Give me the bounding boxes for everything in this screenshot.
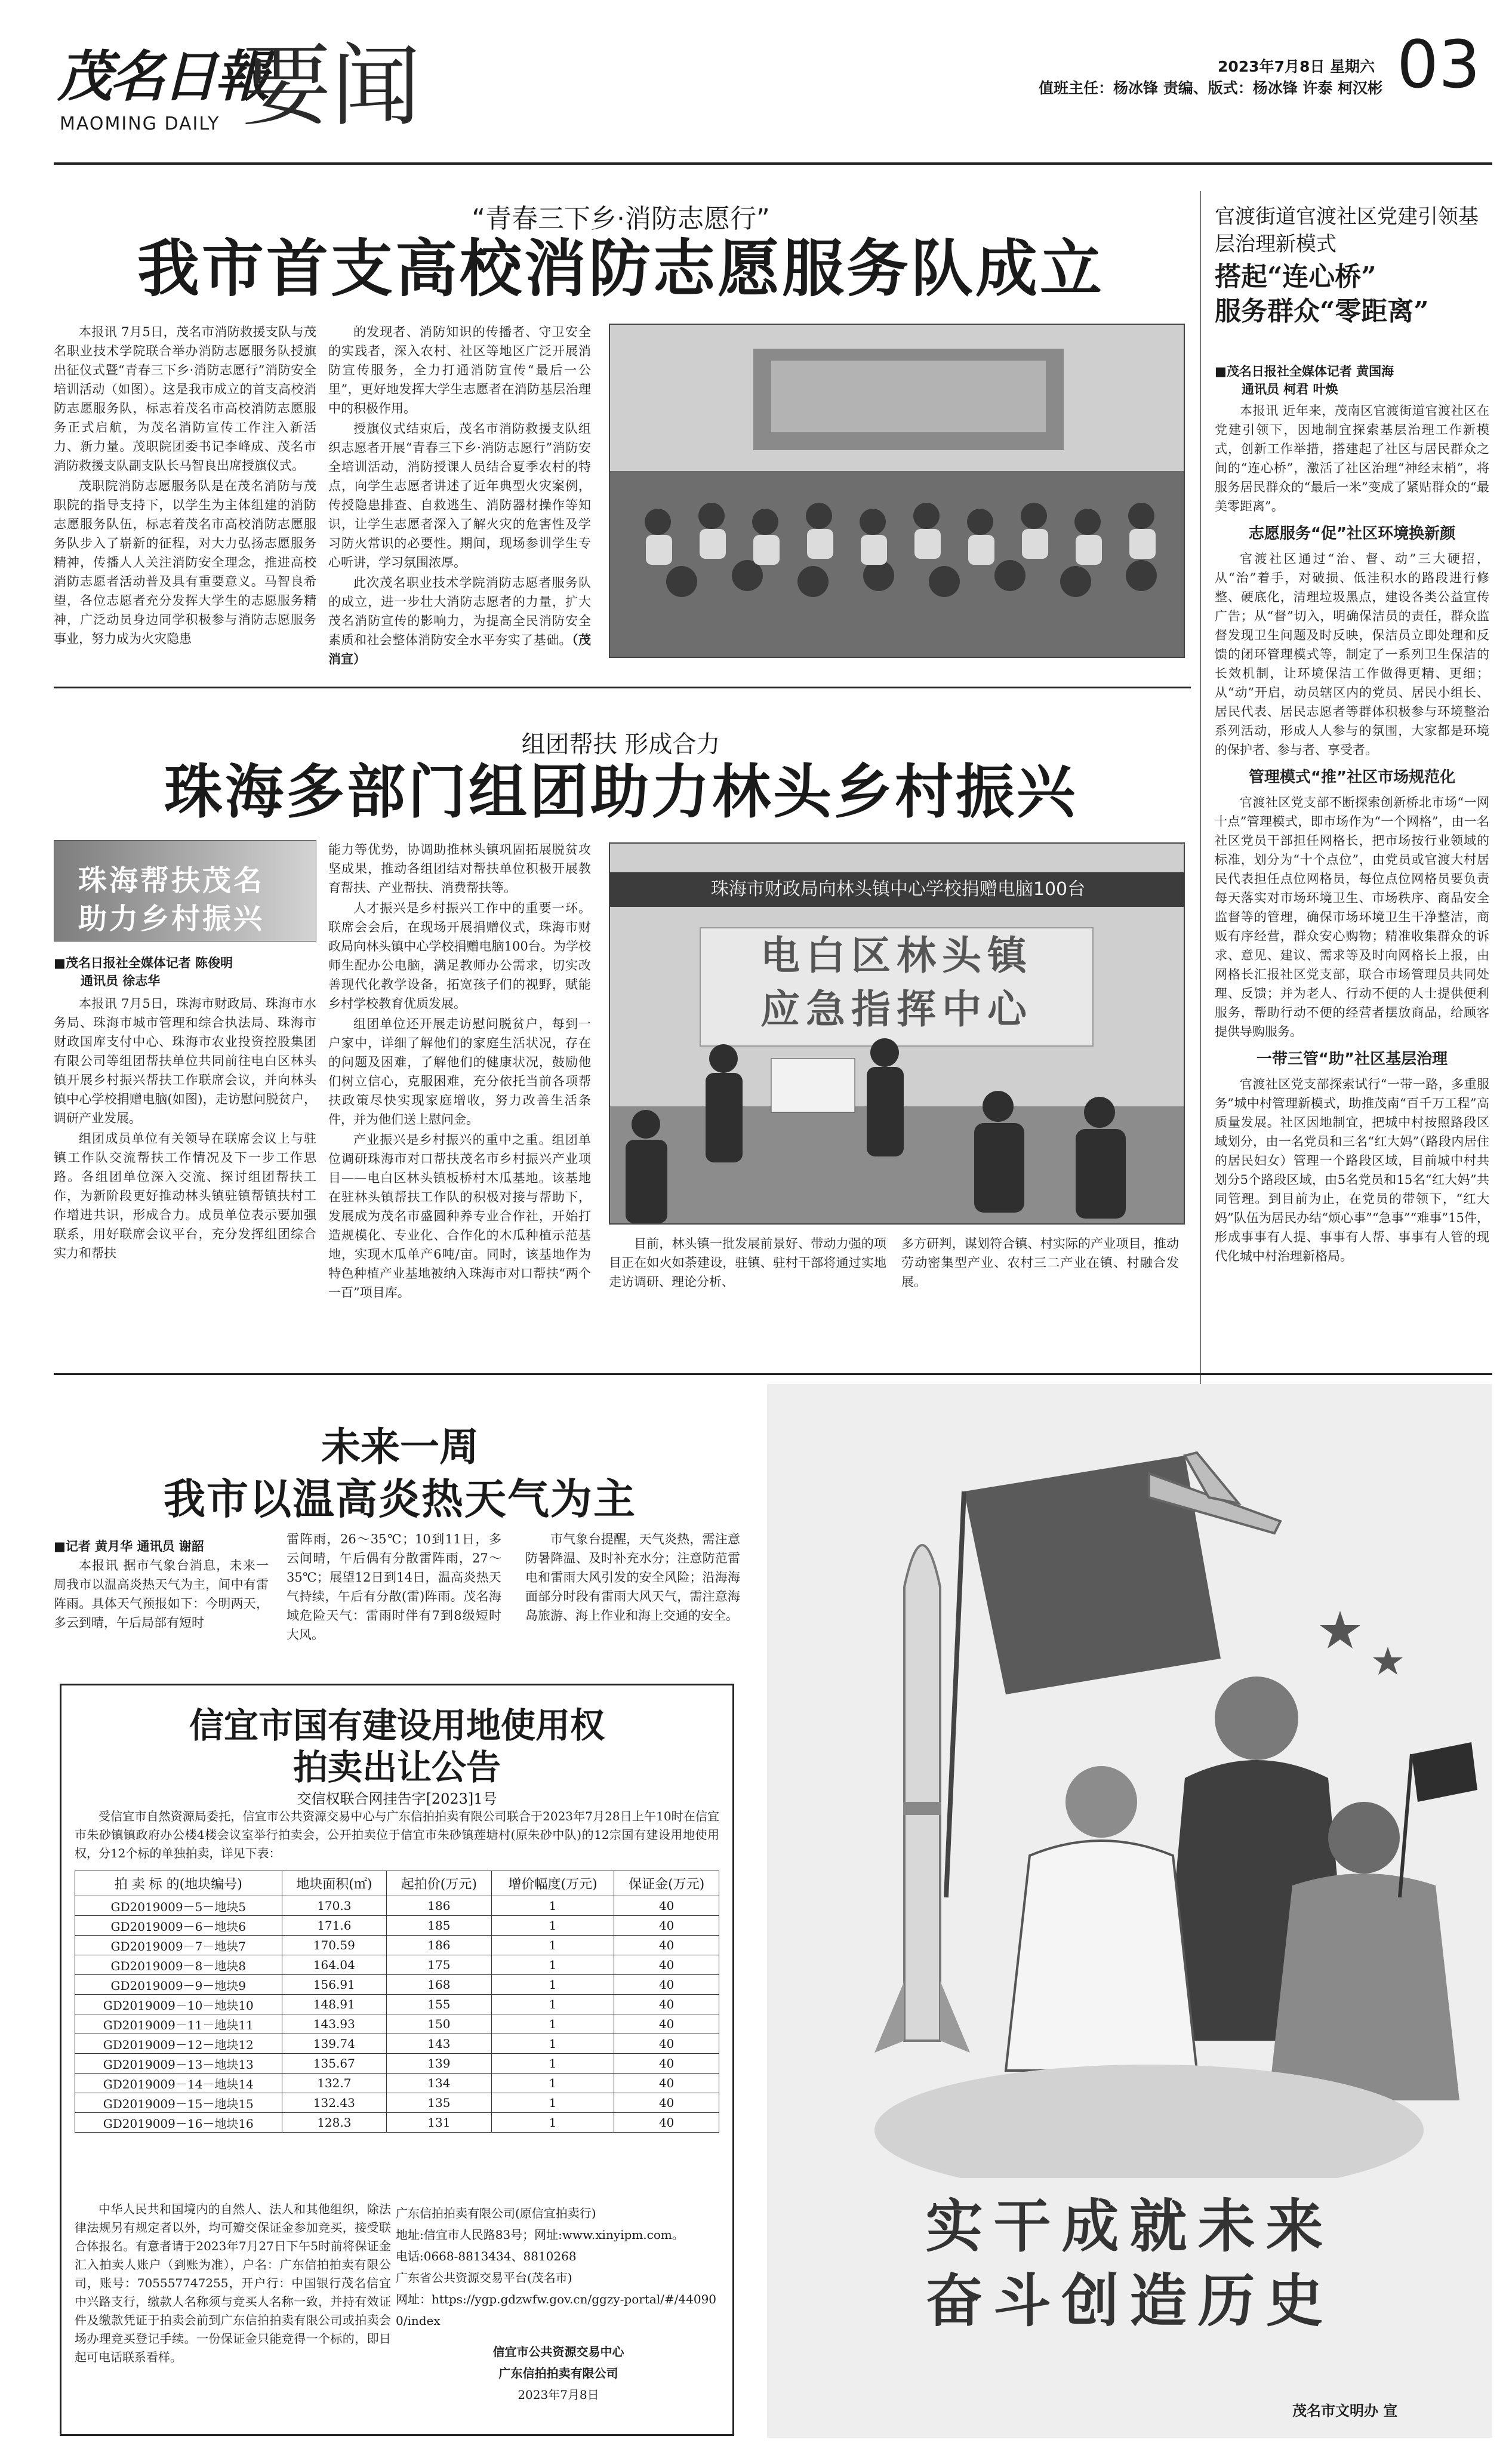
story-zhuhai-support [54,696,1188,1364]
story1-divider [54,687,1191,688]
masthead-rule [54,162,1492,165]
table-cell: 175 [387,1955,492,1975]
story2-paragraph: 人才振兴是乡村振兴工作中的重要一环。联席会会后，在现场开展捐赠仪式，珠海市财政局向林头镇中心学校捐赠电脑100台。为学校师生配办公电脑，满足教师办公需求，切实改善现代化教学设备，拓宽孩子们的视野，赋能乡村学校教育优质发展。 [328,901,591,1011]
story1-signoff: （茂消宣） [328,632,592,666]
notice-terms-text: 中华人民共和国境内的自然人、法人和其他组织，除法律法规另有规定者以外，均可瓣交保证金参加竞买，接受联合体报名。有意者请于2023年7月27日下午5时前将保证金汇入拍卖人账户（到账为准），户名：广东信拍拍卖有限公司，账号：705557747255，开户行：中国银行茂名信宜中兴路支行，缴款人名称须与竞买人名称一致，并持有效证件及缴款凭证于拍卖会前到广东信拍拍卖有限公司或拍卖会场办理竞买登记手续。一份保证金只能竞得一个标的，即日起可电话联系看样。 [75,2202,391,2364]
notice-contacts [396,2202,721,2405]
editors-line: 值班主任：杨冰锋 责编、版式：杨冰锋 许泰 柯汉彬 [1039,79,1383,97]
notice-signer-2: 广东信拍拍卖有限公司 [498,2366,618,2380]
sidebar-left-rule [1200,191,1201,1391]
table-cell: 1 [491,1896,614,1916]
story2-paragraph: 目前，林头镇一批发展前景好、带动力强的项目正在如火如荼建设，驻镇、驻村干部将通过实地走访调研、理论分析、 [609,1236,886,1289]
story3-paragraph: 本报讯 据市气象台消息，未来一周我市以温高炎热天气为主，间中有雷阵雨。具体天气预报如下：今明两天，多云到晴，午后局部有短时 [54,1558,269,1630]
story1-paragraph: 此次茂名职业技术学院消防志愿者服务队的成立，进一步壮大消防志愿者的力量，扩大茂名消防宣传的影响力，为提高全民消防安全素质和社会整体消防安全水平夯实了基础。（茂消宣） [328,576,592,666]
table-cell: GD2019009－13－地块13 [75,2054,282,2074]
table-cell: GD2019009－12－地块12 [75,2034,282,2054]
table-cell: 148.91 [282,1995,387,2014]
table-row [75,2074,719,2093]
story2-paragraph: 组团成员单位有关领导在联席会议上与驻镇工作队交流帮扶工作情况及下一步工作思路。各组团单位深入交流、探讨组团帮扶工作，为新阶段更好推动林头镇驻镇帮镇扶村工作增进共识，形成合力。成员单位表示要加强联系，用好联席会议平台，充分发挥组团综合实力和帮扶 [54,1131,316,1260]
table-cell: 1 [491,1975,614,1995]
table-cell: 40 [614,1995,719,2014]
table-cell: 186 [387,1896,492,1916]
story2-headline: 珠海多部门组团助力林头乡村振兴 [164,758,1077,826]
table-cell: 185 [387,1916,492,1936]
table-cell: 150 [387,2014,492,2034]
page-number: 03 [1397,26,1480,103]
table-cell: 164.04 [282,1955,387,1975]
lots-header-cell: 保证金(万元) [614,1871,719,1896]
story-weather [54,1379,746,1672]
table-cell: 40 [614,2014,719,2034]
lots-header-cell: 地块面积(㎡) [282,1871,387,1896]
workers-figures [1006,1676,1477,2100]
newspaper-logo: 茂名日報 [57,44,268,109]
table-cell: GD2019009－15－地块15 [75,2093,282,2113]
table-cell: 139 [387,2054,492,2074]
table-cell: 1 [491,1955,614,1975]
story1-kicker: “青春三下乡·消防志愿行” [472,204,770,234]
sidebar-intro: 官渡街道官渡社区党建引领基层治理新模式 [1215,205,1479,256]
story2-photo [609,842,1185,1225]
date-line: 2023年7月8日 星期六 [1218,58,1375,75]
notice-terms [75,2200,391,2368]
logo-line-2: 助力乡村振兴 [78,902,265,936]
story2-paragraph: 多方研判，谋划符合镇、村实际的产业项目，推动劳动密集型产业、农村三二产业在镇、村融合发展。 [901,1236,1179,1289]
table-cell: GD2019009－9－地块9 [75,1975,282,1995]
contact-line: 广东省公共资源交易平台(茂名市) [396,2271,572,2285]
table-cell: GD2019009－14－地块14 [75,2074,282,2093]
civilization-poster [767,1384,1492,2438]
auction-notice [60,1684,734,2436]
table-cell: 1 [491,1916,614,1936]
lots-header-cell: 起拍价(万元) [387,1871,492,1896]
story2-kicker: 组团帮扶 形成合力 [521,731,720,758]
table-cell: 131 [387,2113,492,2133]
lots-table-wrap [75,1871,719,2133]
lots-table-header [75,1871,719,1896]
people-scene [610,1023,1185,1225]
sidebar-headline-2: 服务群众“零距离” [1215,296,1429,327]
table-row [75,1975,719,1995]
masthead [0,0,1509,173]
sidebar-headline-1: 搭起“连心桥” [1215,262,1376,292]
table-cell: GD2019009－6－地块6 [75,1916,282,1936]
story3-column-1 [54,1556,269,1634]
auditorium-scene [610,325,1185,658]
table-cell: 1 [491,2054,614,2074]
table-row [75,1936,719,1955]
table-cell: GD2019009－5－地块5 [75,1896,282,1916]
table-cell: 156.91 [282,1975,387,1995]
table-cell: 1 [491,2113,614,2133]
story3-column-2 [287,1530,501,1645]
sidebar-subhead-3: 一带三管“助”社区基层治理 [1256,1050,1448,1068]
notice-title-2: 拍卖出让公告 [292,1747,501,1788]
table-cell: 170.3 [282,1896,387,1916]
story2-bottom-col-2 [901,1234,1179,1293]
table-cell: 40 [614,2054,719,2074]
newspaper-logo-en: MAOMING DAILY [60,113,220,134]
table-row [75,2093,719,2113]
table-cell: 1 [491,1936,614,1955]
story2-divider [54,1373,1492,1375]
table-cell: 186 [387,1936,492,1955]
poster-credit: 茂名市文明办 宣 [1292,2403,1398,2419]
table-row [75,2054,719,2074]
story1-photo [609,324,1185,658]
logo-line-1: 珠海帮扶茂名 [78,864,265,897]
story3-paragraph: 市气象台提醒，天气炎热，需注意防暑降温、及时补充水分；注意防范雷电和雷雨大风引发的安全风险；沿海海面部分时段有雷雨大风天气，需注意海岛旅游、海上作业和海上交通的安全。 [525,1532,740,1623]
table-cell: 1 [491,2074,614,2093]
contact-line: 网址：https://ygp.gdzwfw.gov.cn/ggzy-portal/#/440900/index [396,2292,717,2328]
poster-slogan-1: 实干成就未来 [925,2193,1334,2260]
story2-column-1 [54,994,316,1264]
table-cell: 40 [614,1936,719,1955]
table-cell: 168 [387,1975,492,1995]
table-row [75,2113,719,2133]
notice-intro-text: 受信宜市自然资源局委托，信宜市公共资源交易中心与广东信拍拍卖有限公司联合于2023年7月28日上午10时在信宜市朱砂镇镇政府办公楼4楼会议室举行拍卖会，公开拍卖位于信宜市朱砂镇莲塘村(原朱砂中队)的12宗国有建设用地使用权，分12个标的单独拍卖，详见下表： [75,1809,719,1860]
rocket-icon [874,1545,970,2053]
story3-headline-1: 未来一周 [321,1423,479,1470]
table-cell: 143.93 [282,2014,387,2034]
story3-headline-2: 我市以温高炎热天气为主 [164,1474,636,1524]
lots-table [75,1871,719,2133]
story2-column-2 [328,840,591,1303]
table-cell: 40 [614,2093,719,2113]
table-row [75,2034,719,2054]
table-cell: 132.43 [282,2093,387,2113]
table-cell: GD2019009－11－地块11 [75,2014,282,2034]
lots-table-body [75,1896,719,2133]
story2-paragraph: 能力等优势，协调助推林头镇巩固拓展脱贫攻坚成果，推动各组团结对帮扶单位积极开展教育帮扶、产业帮扶、消费帮扶等。 [328,842,591,895]
table-cell: 135.67 [282,2054,387,2074]
contact-line: 广东信拍拍卖有限公司(原信宜拍卖行) [396,2206,596,2220]
table-row [75,1916,719,1936]
table-cell: 1 [491,2014,614,2034]
table-cell: 135 [387,2093,492,2113]
lots-header-cell: 增价幅度(万元) [491,1871,614,1896]
sidebar-guandu [1209,179,1492,1373]
table-cell: 1 [491,2093,614,2113]
table-cell: 40 [614,1975,719,1995]
zhuhai-support-logo [54,840,316,942]
table-row [75,1896,719,1916]
table-cell: GD2019009－7－地块7 [75,1936,282,1955]
table-cell: 128.3 [282,2113,387,2133]
table-row [75,2014,719,2034]
story1-paragraph: 茂职院消防志愿服务队是在茂名消防与茂职院的指导支持下，以学生为主体组建的消防志愿服务队伍，标志着茂名市高校消防志愿服务队步入了崭新的征程，对大力弘扬志愿服务精神，传播人人关注消防安全理念，推进高校消防志愿者活动普及具有重要意义。马智良希望，各位志愿者充分发挥大学生的志愿服务精神，广泛动员身边同学积极参与消防志愿服务事业，努力成为火灾隐患 [54,479,316,646]
sign-line-1: 电白区林头镇 [760,932,1033,979]
sidebar-byline-2: 通讯员 柯君 叶焕 [1242,382,1338,396]
table-cell: 40 [614,2113,719,2133]
story2-paragraph: 本报讯 7月5日，珠海市财政局、珠海市水务局、珠海市城市管理和综合执法局、珠海市财政国库支付中心、珠海市农业投资控股集团有限公司等组团帮扶单位共同前往电白区林头镇开展乡村振兴帮扶工作联席会议，并向林头镇中心学校捐赠电脑(如图)，走访慰问脱贫户，调研产业发展。 [54,996,316,1125]
story2-paragraph: 组团单位还开展走访慰问脱贫户，每到一户家中，详细了解他们的家庭生活状况，存在的问题及困难，了解他们的健康状况，鼓励他们树立信心，克服困难，充分依托当前各项帮扶政策尽快实现家庭增收，努力改善生活条件，并为他们送上慰问金。 [328,1017,591,1127]
table-row [75,1995,719,2014]
notice-date: 2023年7月8日 [518,2388,599,2402]
sidebar-paragraph: 官渡社区党支部不断探索创新桥北市场“一网十点”管理模式，即市场作为“一个网格”，由一名社区党员干部担任网格长，把市场按行业领域的标准，划分为“十个点位”，由党员或官渡大村居民代表担任点位网格员，每位点位网格员要负责每天落实对市场环境卫生、市场秩序、商品安全监督等的管理，确保市场环境卫生干净整洁，商贩有序经营，群众安心购物；精准收集群众的诉求、意见、建议、需求等及时向网格长上报，由网格长汇报社区党支部，联合市场管理员共同处理、反馈；并为老人、行动不便的人士提供便利服务，帮助行动不便的经营者摆放商品，给顾客提供导购服务。 [1215,795,1489,1039]
table-cell: GD2019009－16－地块16 [75,2113,282,2133]
table-cell: 170.59 [282,1936,387,1955]
poster-illustration [767,1384,1492,2178]
stars-icon [1320,1611,1403,1675]
table-cell: 143 [387,2034,492,2054]
story2-byline-1: ■茂名日报社全媒体记者 陈俊明 [54,956,233,970]
story1-paragraph: 本报讯 7月5日，茂名市消防救援支队与茂名职业技术学院联合举办消防志愿服务队授旗出征仪式暨“青春三下乡·消防志愿行”消防安全培训活动（如图）。这是我市成立的首支高校消防志愿服务队，标志着茂名市高校消防志愿服务正式启航，为茂名消防宣传工作注入新活力、新力量。茂职院团委书记李峰成、茂名市消防救援支队副支队长马智良出席授旗仪式。 [54,325,316,473]
donation-banner: 珠海市财政局向林头镇中心学校捐赠电脑100台 [610,872,1185,907]
table-cell: 1 [491,2034,614,2054]
sidebar-paragraph: 官渡社区通过“治、督、动”三大硬招，从“治”着手，对破损、低洼积水的路段进行修整、硬底化，清理垃圾黑点，建设各类公益宣传广告；从“督”切入，明确保洁员的责任，群众监督发现卫生问题及时反映，保洁员立即处理和反馈的闭环管理模式等，制定了一系列卫生保洁的长效机制，让环境保洁工作做得更精、更细；从“动”开启，动员辖区内的党员、居民小组长、居民代表、居民志愿者等群体积极参与环境整治系列活动，形成人人参与的氛围，大家都是环境的保护者、参与者、享受者。 [1215,552,1489,757]
sidebar-subhead-1: 志愿服务“促”社区环境换新颜 [1248,525,1456,543]
notice-ref: 交信权联合网挂告字[2023]1号 [297,1791,497,1807]
lots-header-cell: 拍 卖 标 的(地块编号) [75,1871,282,1896]
sidebar-paragraph: 官渡社区党支部探索试行“一带一路，多重服务”城中村管理新模式，助推茂南“百千万工程”高质量发展。社区因地制宜，把城中村按照路段区域划分，由一名党员和三名“红大妈”（路段内居住的居民妇女）管理一个路段区域，目前城中村共划分5个路段区域，由5名党员和15名“红大妈”共同管理。到目前为止，在党员的带领下，“红大妈”队伍为居民办结“烦心事”“急事”“难事”15件，形成事事有人提、事事有人帮、事事有人管的现代化城中村治理新格局。 [1215,1077,1489,1263]
table-cell: 132.7 [282,2074,387,2093]
sidebar-subhead-2: 管理模式“推”社区市场规范化 [1248,768,1456,786]
sidebar-body [1215,401,1489,1267]
table-cell: 40 [614,1916,719,1936]
story-fire-volunteers [54,179,1188,675]
story2-paragraph: 产业振兴是乡村振兴的重中之重。组团单位调研珠海市对口帮扶茂名市乡村振兴产业项目——电白区林头镇板桥村木瓜基地。该基地在驻林头镇帮扶工作队的积极对接与帮助下，发展成为茂名市盛圆种养专业合作社，开始打造规模化、专业化、合作化的木瓜种植示范基地，实现木瓜单产6吨/亩。同时，该基地作为特色种植产业基地被纳入珠海市对口帮扶“两个一百”项目库。 [328,1133,591,1300]
table-cell: GD2019009－8－地块8 [75,1955,282,1975]
sidebar-byline-1: ■茂名日报社全媒体记者 黄国海 [1215,364,1394,379]
notice-intro [75,1807,719,1864]
table-cell: 40 [614,2034,719,2054]
story2-byline-2: 通讯员 徐志华 [81,974,161,988]
story3-column-3 [525,1530,740,1626]
story2-bottom-col-1 [609,1234,886,1293]
table-cell: GD2019009－10－地块10 [75,1995,282,2014]
poster-slogan-2: 奋斗创造历史 [925,2268,1334,2334]
story1-paragraph: 授旗仪式结束后，茂名市消防救援支队组织志愿者开展“青春三下乡·消防志愿行”消防安全培训活动，消防授课人员结合夏季农村的特点，向学生志愿者讲述了近年典型火灾案例，传授隐患排查、自救逃生、消防器材操作等知识，让学生志愿者深入了解火灾的危害性及学习防火常识的必要性。期间，现场参训学生专心听讲，学习氛围浓厚。 [328,422,591,570]
story1-column-2 [328,322,591,670]
story1-column-1 [54,322,316,650]
table-cell: 171.6 [282,1916,387,1936]
notice-signer-1: 信宜市公共资源交易中心 [492,2345,624,2359]
story3-byline: ■记者 黄月华 通讯员 谢韶 [54,1539,204,1554]
table-row [75,1955,719,1975]
sidebar-paragraph: 本报讯 近年来，茂南区官渡街道官渡社区在党建引领下，因地制宜探索基层治理工作新模式，创新工作举措，搭建起了社区与居民群众之间的“连心桥”，激活了社区治理“神经末梢”，将服务居民群众的“最后一米”变成了紧贴群众的“最美零距离”。 [1215,404,1489,513]
story1-paragraph: 的发现者、消防知识的传播者、守卫安全的实践者，深入农村、社区等地区广泛开展消防宣传服务，全力打通消防宣传“最后一公里”，更好地发挥大学生志愿者在消防基层治理中的积极作用。 [328,325,591,416]
notice-title-1: 信宜市国有建设用地使用权 [189,1705,605,1746]
table-cell: 134 [387,2074,492,2093]
contact-line: 地址:信宜市人民路83号；网址:www.xinyipm.com。 [396,2228,684,2242]
story3-paragraph: 雷阵雨，26～35℃；10到11日，多云间晴，午后偶有分散雷阵雨，27～35℃；展望12日到14日，温高炎热天气持续，午后有分散(雷)阵雨。茂名海域危险天气：雷雨时伴有7到8级短时大风。 [287,1532,501,1642]
table-cell: 1 [491,1995,614,2014]
table-cell: 40 [614,2074,719,2093]
table-cell: 139.74 [282,2034,387,2054]
contact-line: 电话:0668-8813434、8810268 [396,2249,577,2263]
table-cell: 40 [614,1896,719,1916]
sign-line-2: 应急指挥中心 [760,986,1033,1032]
table-cell: 155 [387,1995,492,2014]
story1-headline: 我市首支高校消防志愿服务队成立 [137,232,1104,305]
section-title: 要闻 [242,35,421,139]
table-cell: 40 [614,1955,719,1975]
